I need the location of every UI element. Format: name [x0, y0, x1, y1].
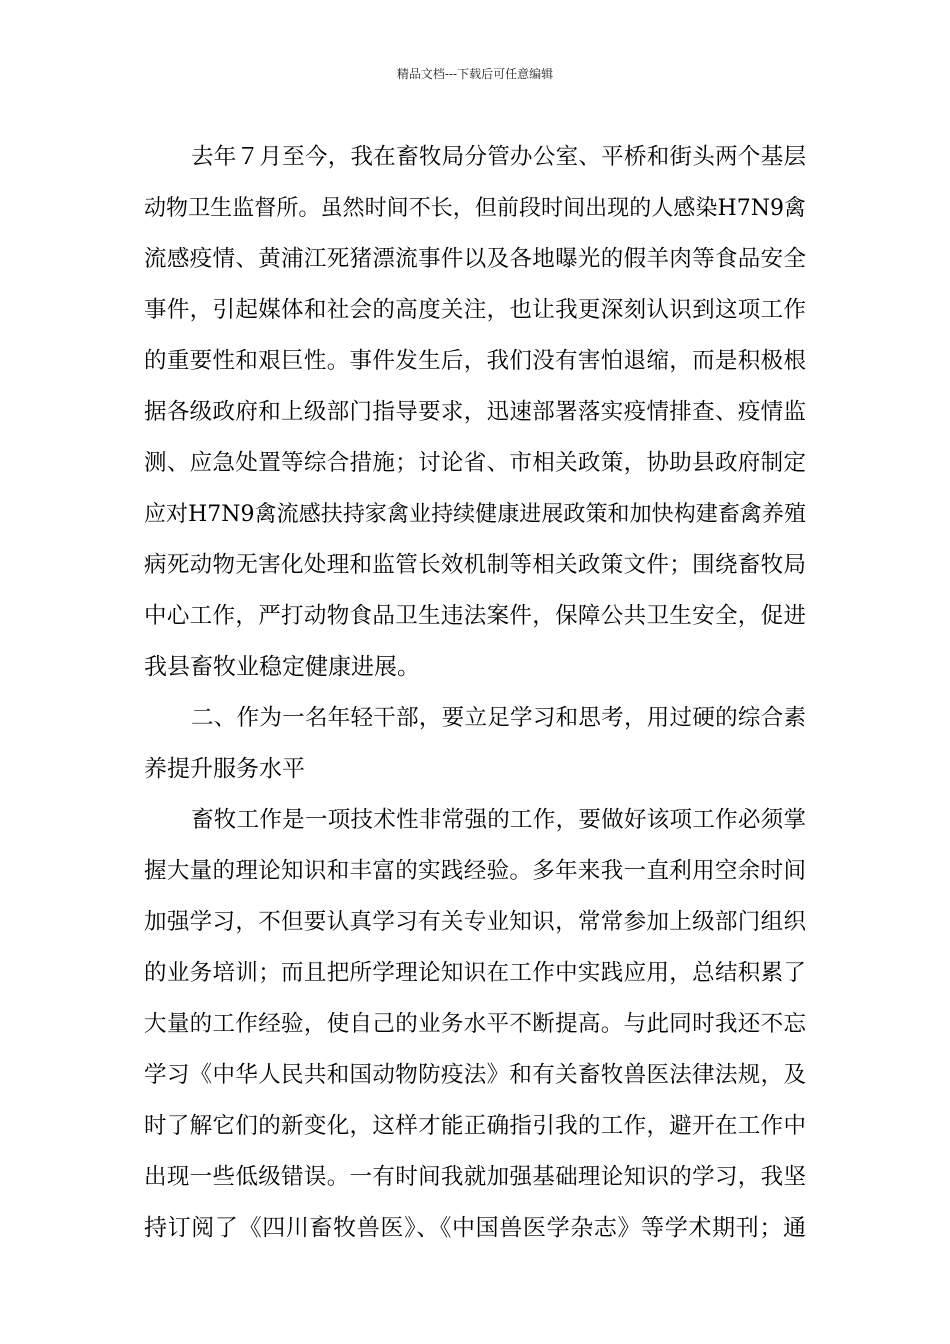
text-line: 事件，引起媒体和社会的高度关注，也让我更深刻认识到这项工作	[144, 297, 806, 323]
text-line: 大量的工作经验，使自己的业务水平不断提高。与此同时我还不忘	[144, 1011, 806, 1037]
text-line: 测、应急处置等综合措施；讨论省、市相关政策，协助县政府制定	[144, 450, 806, 476]
text-line: 养提升服务水平	[144, 756, 305, 782]
page-header: 精品文档---下载后可任意编辑	[396, 67, 554, 81]
text-line: 的业务培训；而且把所学理论知识在工作中实践应用，总结积累了	[144, 960, 806, 986]
paragraph	[144, 795, 806, 1254]
text-line: 流感疫情、黄浦江死猪漂流事件以及各地曝光的假羊肉等食品安全	[144, 246, 806, 272]
paragraph	[144, 132, 806, 693]
text-line: 出现一些低级错误。一有时间我就加强基础理论知识的学习，我坚	[144, 1164, 806, 1190]
text-line: 病死动物无害化处理和监管长效机制等相关政策文件；围绕畜牧局	[144, 552, 806, 578]
text-line: 中心工作，严打动物食品卫生违法案件，保障公共卫生安全，促进	[144, 603, 806, 629]
text-line: 动物卫生监督所。虽然时间不长，但前段时间出现的人感染H7N9禽	[144, 196, 806, 221]
text-line: 握大量的理论知识和丰富的实践经验。多年来我一直利用空余时间	[144, 858, 806, 884]
document-body	[144, 132, 806, 1254]
text-line: 学习《中华人民共和国动物防疫法》和有关畜牧兽医法律法规，及	[144, 1062, 806, 1088]
text-line: 时了解它们的新变化，这样才能正确指引我的工作，避开在工作中	[144, 1113, 806, 1139]
text-line: 去年７月至今，我在畜牧局分管办公室、平桥和街头两个基层	[191, 144, 806, 170]
text-line: 我县畜牧业稳定健康进展。	[144, 654, 420, 680]
text-line: 据各级政府和上级部门指导要求，迅速部署落实疫情排查、疫情监	[144, 399, 806, 425]
section-heading	[144, 693, 806, 795]
text-line: 畜牧工作是一项技术性非常强的工作，要做好该项工作必须掌	[191, 807, 806, 833]
text-line: 二、作为一名年轻干部，要立足学习和思考，用过硬的综合素	[191, 705, 806, 731]
text-line: 持订阅了《四川畜牧兽医》、《中国兽医学杂志》等学术期刊；通	[144, 1215, 806, 1241]
text-line: 加强学习，不但要认真学习有关专业知识，常常参加上级部门组织	[144, 909, 806, 935]
text-line: 的重要性和艰巨性。事件发生后，我们没有害怕退缩，而是积极根	[144, 348, 806, 374]
text-line: 应对H7N9禽流感扶持家禽业持续健康进展政策和加快构建畜禽养殖	[144, 502, 806, 527]
